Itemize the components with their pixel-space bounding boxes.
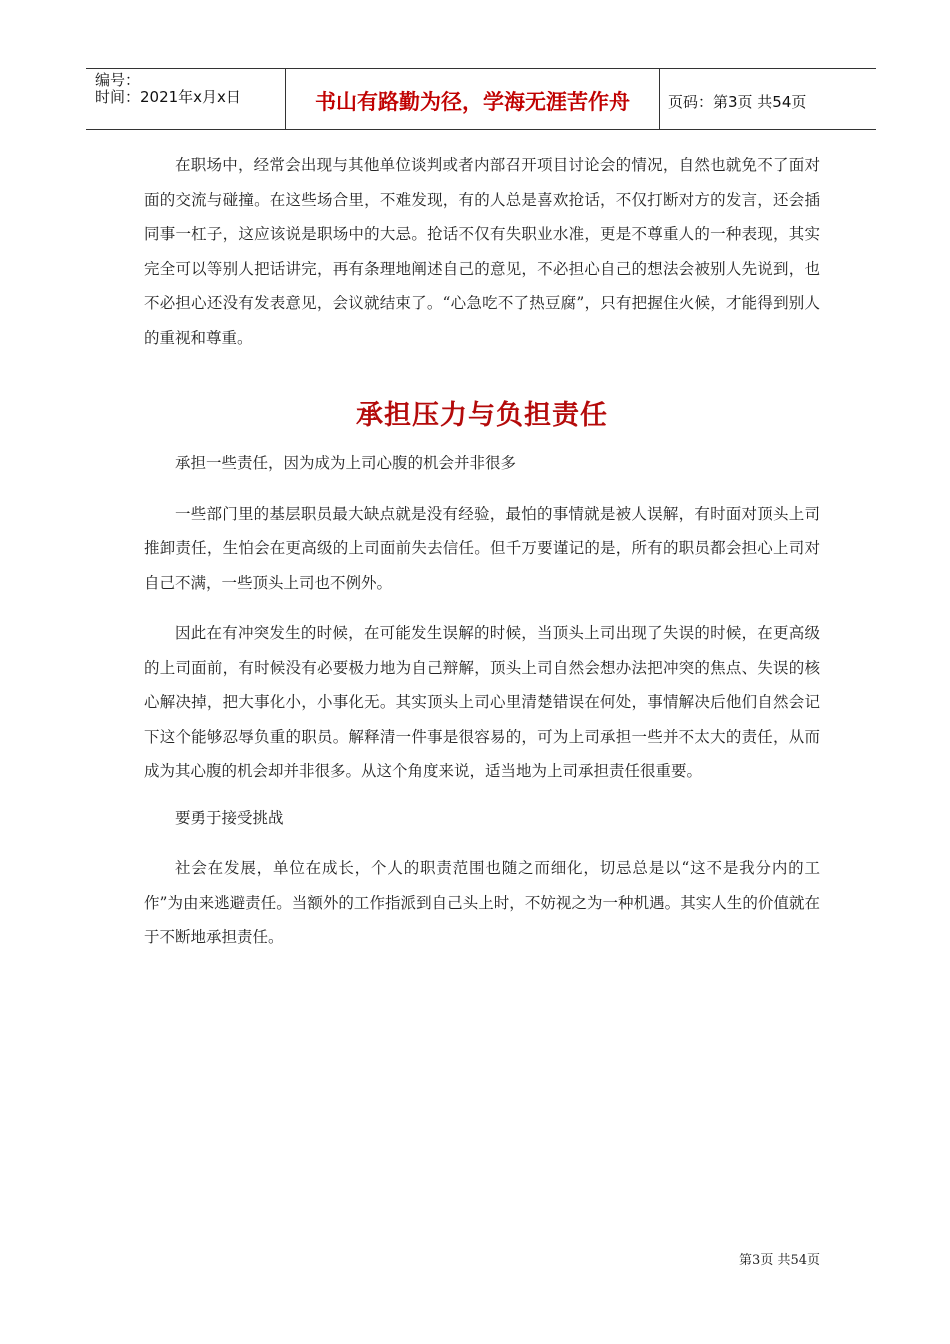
subheading-paragraph: 承担一些责任，因为成为上司心腹的机会并非很多: [175, 454, 517, 472]
document-date: 时间：2021年x月x日: [95, 88, 241, 106]
header-motto: 书山有路勤为径，学海无涯苦作舟: [286, 69, 660, 129]
body-paragraph: 社会在发展，单位在成长，个人的职责范围也随之而细化，切忌总是以“这不是我分内的工作”为由来逃避责任。当额外的工作指派到自己头上时，不妨视之为一种机遇。其实人生的价值就在于不断地承担责任。: [144, 859, 820, 946]
body-paragraph: 一些部门里的基层职员最大缺点就是没有经验，最怕的事情就是被人误解，有时面对顶头上司推卸责任，生怕会在更高级的上司面前失去信任。但千万要谨记的是，所有的职员都会担心上司对自己不满，一些顶头上司也不例外。: [144, 504, 820, 592]
body-paragraph: 因此在有冲突发生的时候，在可能发生误解的时候，当顶头上司出现了失误的时候，在更高级的上司面前，有时候没有必要极力地为自己辩解，顶头上司自然会想办法把冲突的焦点、失误的核心解决掉，把大事化小，小事化无。其实顶头上司心里清楚错误在何处，事情解决后他们自然会记下这个能够忍辱负重的职员。解释清一件事是很容易的，可为上司承担一些并不太大的责任，从而成为其心腹的机会却并非很多。从这个角度来说，适当地为上司承担责任很重要。: [144, 624, 820, 780]
document-number-label: 编号：: [95, 71, 141, 89]
section-title: 承担压力与负担责任: [356, 400, 608, 431]
header-page-info: 页码：第3页 共54页: [668, 92, 807, 111]
body-paragraph: 在职场中，经常会出现与其他单位谈判或者内部召开项目讨论会的情况，自然也就免不了面对面的交流与碰撞。在这些场合里，不难发现，有的人总是喜欢抢话，不仅打断对方的发言，还会插同事一杠子，这应该说是职场中的大忌。抢话不仅有失职业水准，更是不尊重人的一种表现，其实完全可以等别人把话讲完，再有条理地阐述自己的意见，不必担心自己的想法会被别人先说到，也不必担心还没有发表意见，会议就结束了。“心急吃不了热豆腐”，只有把握住火候，才能得到别人的重视和尊重。: [144, 156, 820, 347]
page-header: [86, 68, 876, 130]
subheading-paragraph: 要勇于接受挑战: [175, 808, 284, 827]
document-body: [144, 148, 820, 955]
header-meta: [86, 69, 286, 129]
page-footer: 第3页 共54页: [739, 1253, 820, 1268]
